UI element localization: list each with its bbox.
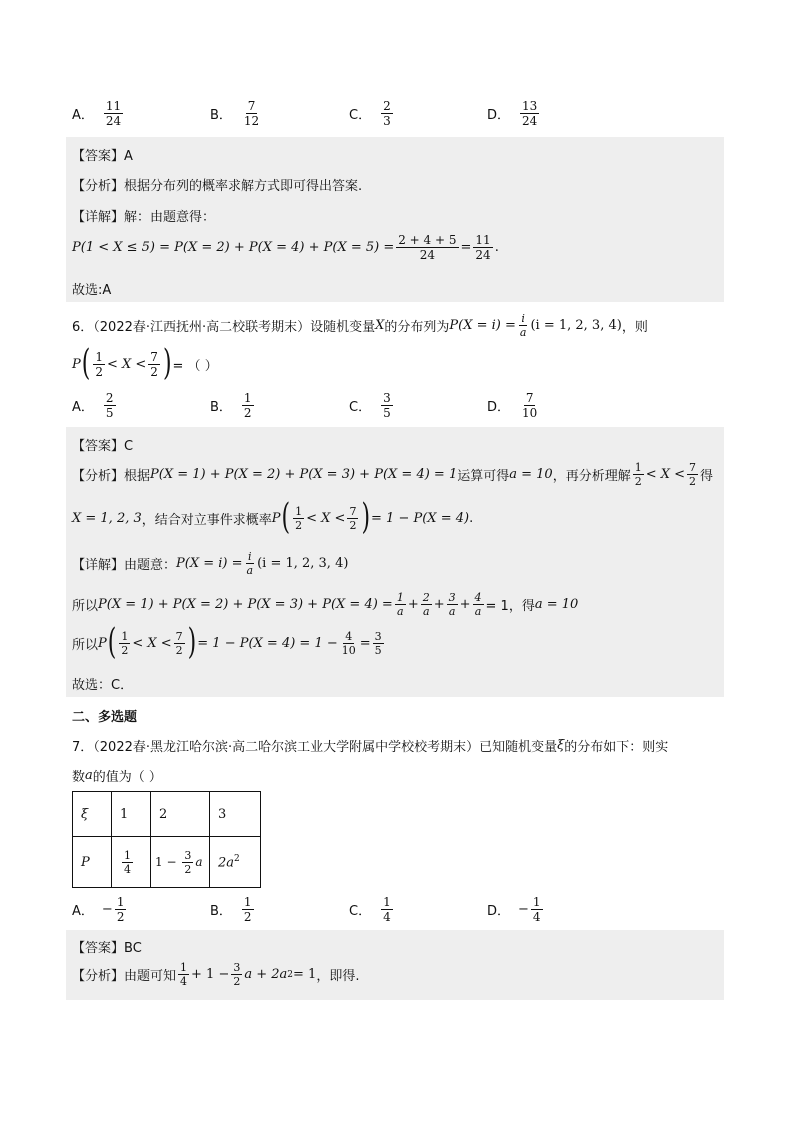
q7-option-b (210, 896, 256, 923)
option-label: B． (210, 904, 232, 919)
q6-detail: 【详解】由题意： P(X = i) = $\frac{i}{a}$ (i = 1, 2, 3, 4) (72, 550, 349, 577)
fraction: $\frac{2}{a}$ (422, 591, 430, 618)
fraction: $\frac{1}{2}$ (95, 350, 103, 379)
q7-analysis: 【分析】由题可知 $\frac{1}{4}$ + 1 − $\frac{3}{2}$ a + 2a 2 = 1 ，即得. (72, 961, 360, 988)
fraction: $\frac{1}{2}$ (121, 630, 129, 657)
q7-option-c (349, 896, 395, 923)
option-label: A． (72, 904, 94, 919)
fraction: $\frac{7}{12}$ (243, 99, 260, 128)
option-label: D． (487, 400, 511, 415)
q6-option-c (349, 392, 395, 419)
q6-option-a (72, 392, 118, 419)
q5-option-a (72, 100, 125, 127)
distribution-table (72, 791, 261, 888)
fraction: $\frac{11}{24}$ (105, 99, 122, 128)
q6-stem: 6．（2022春·江西抚州·高二校联考期末）设随机变量 X 的分布列为 P(X = i) = $\frac{i}{a}$ (i = 1, 2, 3, 4) ，则 (72, 312, 648, 339)
table-cell: P (73, 837, 112, 888)
fraction: $\frac{2}{5}$ (105, 391, 114, 420)
fraction: $\frac{1}{2}$ (243, 895, 252, 924)
fraction: $\frac{1}{4}$ (124, 848, 131, 876)
table-cell (112, 837, 151, 888)
q6-option-b (210, 392, 256, 419)
q6-stem-line2: P ( $\frac{1}{2}$ < X < $\frac{7}{2}$ ) = （ ） (72, 343, 218, 384)
option-label: D． (487, 108, 511, 123)
table-cell: 1 (112, 792, 151, 837)
q5-option-c (349, 100, 395, 127)
table-cell: 1 − $\frac{3}{2}$ a (151, 837, 210, 888)
q6-choice: 故选：C． (72, 678, 134, 693)
q7-option-d: D． − $\frac{1}{4}$ (487, 895, 541, 924)
q6-analysis: 【分析】根据 P(X = 1) + P(X = 2) + P(X = 3) + P(X = 4) = 1 运算可得 a = 10 ，再分析理解 $\frac{1}{2}$ < X < $\frac{7}{2}$ 得 (72, 461, 714, 488)
q6-analysis-line2: X = 1, 2, 3 ，结合对立事件求概率 P ( $\frac{1}{2}$ < X < $\frac{7}{2}$ ) = 1 − P(X = 4) . (72, 497, 474, 538)
q7-stem-line2: 数 a 的值为（ ） (72, 768, 162, 785)
fraction: $\frac{7}{2}$ (349, 505, 357, 532)
fraction: $\frac{i}{a}$ (246, 550, 254, 577)
q5-option-b (210, 100, 263, 127)
table-cell: 2 (151, 792, 210, 837)
fraction: $\frac{1}{4}$ (532, 895, 541, 924)
fraction: $\frac{1}{4}$ (180, 961, 188, 988)
fraction: $\frac{13}{24}$ (522, 99, 538, 128)
fraction: $\frac{3}{a}$ (448, 591, 456, 618)
option-label: B． (210, 400, 232, 415)
fraction: $\frac{3}{5}$ (374, 630, 382, 657)
option-label: C． (349, 904, 372, 919)
option-label: A． (72, 108, 94, 123)
table-row (73, 837, 261, 888)
fraction: $\frac{3}{2}$ (233, 961, 241, 988)
fraction: $\frac{1}{a}$ (396, 591, 404, 618)
q7-stem: 7．（2022春·黑龙江哈尔滨·高二哈尔滨工业大学附属中学校校考期末）已知随机变量 ξ 的分布如下：则实 (72, 738, 669, 755)
table-cell: ξ (73, 792, 112, 837)
fraction: $\frac{2 + 4 + 5}{24}$ (398, 233, 457, 262)
fraction: $\frac{1}{2}$ (243, 391, 252, 420)
fraction: $\frac{i}{a}$ (519, 312, 527, 339)
q5-option-d (487, 100, 541, 127)
q6-answer: 【答案】C (72, 439, 134, 454)
section-heading: 二、多选题 (72, 710, 138, 725)
table-row (73, 792, 261, 837)
option-label: C． (349, 108, 372, 123)
table-cell: $2a^2$ (210, 837, 261, 888)
fraction: $\frac{7}{2}$ (689, 461, 697, 488)
q7-answer: 【答案】BC (72, 941, 142, 956)
fraction: $\frac{3}{2}$ (184, 848, 192, 876)
q5-answer: 【答案】A (72, 149, 133, 164)
q6-option-d (487, 392, 541, 419)
fraction: $\frac{1}{2}$ (634, 461, 642, 488)
fraction: $\frac{7}{2}$ (150, 350, 158, 379)
q5-choice: 故选:A (72, 283, 112, 298)
option-label: D． (487, 904, 511, 919)
option-label: A． (72, 400, 94, 415)
fraction: $\frac{1}{2}$ (295, 505, 303, 532)
q6-so-line1: 所以 P(X = 1) + P(X = 2) + P(X = 3) + P(X = 4) = $\frac{1}{a}$ + $\frac{2}{a}$ + $\frac{3}{a}$ + $\frac{4}{a}$ = 1，得 a = 10 (72, 591, 579, 618)
option-label: B． (210, 108, 232, 123)
table-cell: 3 (210, 792, 261, 837)
fraction: $\frac{1}{4}$ (383, 895, 391, 924)
q5-analysis: 【分析】根据分布列的概率求解方式即可得出答案. (72, 179, 363, 194)
fraction: $\frac{2}{3}$ (383, 99, 391, 128)
fraction: $\frac{4}{a}$ (474, 591, 482, 618)
fraction: $\frac{3}{5}$ (383, 391, 391, 420)
q7-option-a: A． − $\frac{1}{2}$ (72, 895, 125, 924)
fraction: $\frac{7}{10}$ (522, 391, 538, 420)
q5-formula: P(1 < X ≤ 5) = P(X = 2) + P(X = 4) + P(X = 5) = $\frac{2 + 4 + 5}{24}$ = $\frac{11}{24}$ . (72, 233, 499, 262)
q6-so-line2: 所以 P ( $\frac{1}{2}$ < X < $\frac{7}{2}$ ) = 1 − P(X = 4) = 1 − $\frac{4}{10}$ = $\frac{3}{5}$ (72, 622, 382, 663)
fraction: $\frac{11}{24}$ (475, 233, 491, 262)
option-label: C． (349, 400, 372, 415)
fraction: $\frac{1}{2}$ (116, 895, 125, 924)
fraction: $\frac{7}{2}$ (175, 630, 183, 657)
q5-detail-label: 【详解】解：由题意得： (72, 210, 216, 225)
fraction: $\frac{4}{10}$ (341, 630, 356, 657)
